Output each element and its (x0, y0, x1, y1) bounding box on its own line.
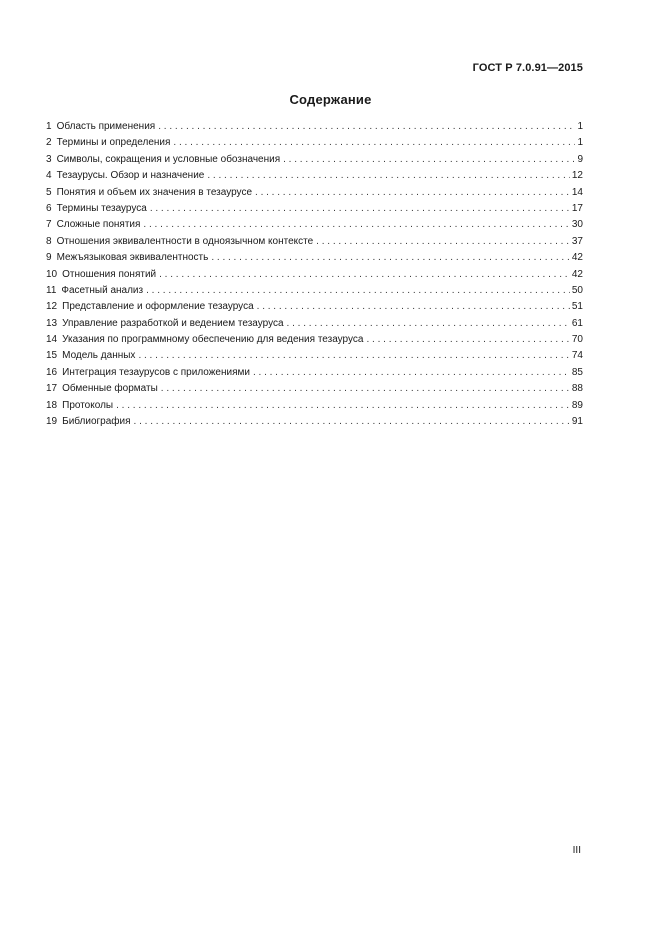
toc-entry-label: Обменные форматы (62, 383, 158, 395)
toc-entry[interactable] (46, 217, 583, 233)
dot-leader (283, 152, 575, 168)
toc-entry-number: 13 (46, 317, 58, 329)
dot-leader (287, 316, 570, 332)
dot-leader (173, 135, 575, 151)
toc-entry-label: Тезаурусы. Обзор и назначение (56, 170, 205, 182)
table-of-contents (46, 119, 583, 430)
dot-leader (159, 267, 570, 283)
dot-leader (366, 332, 569, 348)
dot-leader (161, 381, 570, 397)
toc-entry-page: 1 (577, 121, 583, 132)
toc-entry-number: 19 (46, 416, 58, 428)
toc-entry[interactable] (46, 234, 583, 250)
dot-leader (134, 414, 570, 430)
toc-entry-page: 85 (571, 366, 583, 378)
toc-entry[interactable] (46, 119, 583, 135)
toc-entry[interactable] (46, 299, 583, 315)
toc-entry-label: Термины тезауруса (56, 202, 147, 214)
toc-entry[interactable] (46, 250, 583, 266)
toc-entry-label: Протоколы (62, 399, 114, 411)
toc-entry[interactable] (46, 201, 583, 217)
toc-entry-page: 42 (571, 252, 583, 264)
toc-entry-page: 1 (577, 137, 583, 149)
toc-entry-page: 74 (571, 350, 583, 362)
toc-entry-page: 51 (571, 301, 583, 313)
toc-entry-number: 7 (46, 219, 52, 231)
toc-entry-label: Интеграция тезаурусов с приложениями (62, 366, 250, 378)
toc-entry-label: Термины и определения (56, 137, 171, 149)
toc-entry-page: 42 (571, 268, 583, 280)
toc-entry-number: 1 (46, 121, 52, 132)
toc-entry[interactable] (46, 267, 583, 283)
dot-leader (158, 119, 575, 135)
toc-entry[interactable] (46, 348, 583, 364)
dot-leader (316, 234, 570, 250)
toc-entry-label: Межъязыковая эквивалентность (56, 252, 209, 264)
toc-entry-page: 12 (571, 170, 583, 182)
toc-entry[interactable] (46, 283, 583, 299)
toc-title: Содержание (289, 92, 372, 107)
toc-entry-label: Управление разработкой и ведением тезауруса (62, 317, 284, 329)
dot-leader (143, 217, 569, 233)
dot-leader (150, 201, 570, 217)
toc-entry-number: 9 (46, 252, 52, 264)
toc-entry-number: 2 (46, 137, 52, 149)
toc-entry-number: 4 (46, 170, 52, 182)
toc-entry[interactable] (46, 185, 583, 201)
toc-entry-label: Фасетный анализ (61, 284, 144, 296)
toc-entry-label: Понятия и объем их значения в тезаурусе (56, 186, 253, 198)
toc-entry-number: 8 (46, 235, 52, 247)
toc-entry[interactable] (46, 135, 583, 151)
toc-entry-label: Библиография (62, 416, 131, 428)
dot-leader (207, 168, 570, 184)
toc-entry-number: 18 (46, 399, 58, 411)
toc-entry-page: 14 (571, 186, 583, 198)
toc-entry-page: 91 (571, 416, 583, 428)
dot-leader (146, 283, 570, 299)
standard-code: ГОСТ Р 7.0.91—2015 (472, 62, 583, 74)
toc-entry-number: 16 (46, 366, 58, 378)
toc-entry[interactable] (46, 152, 583, 168)
toc-entry-number: 12 (46, 301, 58, 313)
toc-entry-label: Отношения понятий (62, 268, 157, 280)
toc-entry-page: 89 (571, 399, 583, 411)
toc-entry[interactable] (46, 381, 583, 397)
toc-entry-page: 37 (571, 235, 583, 247)
toc-entry-number: 3 (46, 153, 52, 165)
dot-leader (211, 250, 570, 266)
toc-entry-page: 50 (571, 284, 583, 296)
toc-entry-number: 5 (46, 186, 52, 198)
toc-entry-page: 70 (571, 334, 583, 346)
page-number: III (572, 845, 581, 856)
toc-entry-label: Отношения эквивалентности в одноязычном контексте (56, 235, 314, 247)
toc-entry[interactable] (46, 414, 583, 430)
toc-entry-page: 61 (571, 317, 583, 329)
toc-entry-page: 9 (577, 153, 583, 165)
dot-leader (116, 398, 570, 414)
toc-entry-page: 30 (571, 219, 583, 231)
dot-leader (253, 365, 570, 381)
dot-leader (257, 299, 570, 315)
toc-entry-label: Модель данных (62, 350, 136, 362)
toc-entry-number: 14 (46, 334, 58, 346)
toc-entry-label: Указания по программному обеспечению для ведения тезауруса (62, 334, 364, 346)
toc-entry[interactable] (46, 332, 583, 348)
toc-entry-page: 88 (571, 383, 583, 395)
toc-entry-label: Область применения (56, 121, 156, 132)
toc-entry-number: 15 (46, 350, 58, 362)
toc-entry[interactable] (46, 316, 583, 332)
toc-entry-number: 10 (46, 268, 58, 280)
dot-leader (138, 348, 569, 364)
dot-leader (255, 185, 570, 201)
toc-entry[interactable] (46, 168, 583, 184)
toc-entry[interactable] (46, 398, 583, 414)
toc-entry-number: 6 (46, 202, 52, 214)
toc-entry-label: Представление и оформление тезауруса (62, 301, 254, 313)
toc-entry-number: 11 (46, 284, 57, 296)
toc-entry-number: 17 (46, 383, 58, 395)
toc-entry[interactable] (46, 365, 583, 381)
toc-entry-page: 17 (571, 202, 583, 214)
toc-entry-label: Сложные понятия (56, 219, 141, 231)
toc-entry-label: Символы, сокращения и условные обозначения (56, 153, 281, 165)
